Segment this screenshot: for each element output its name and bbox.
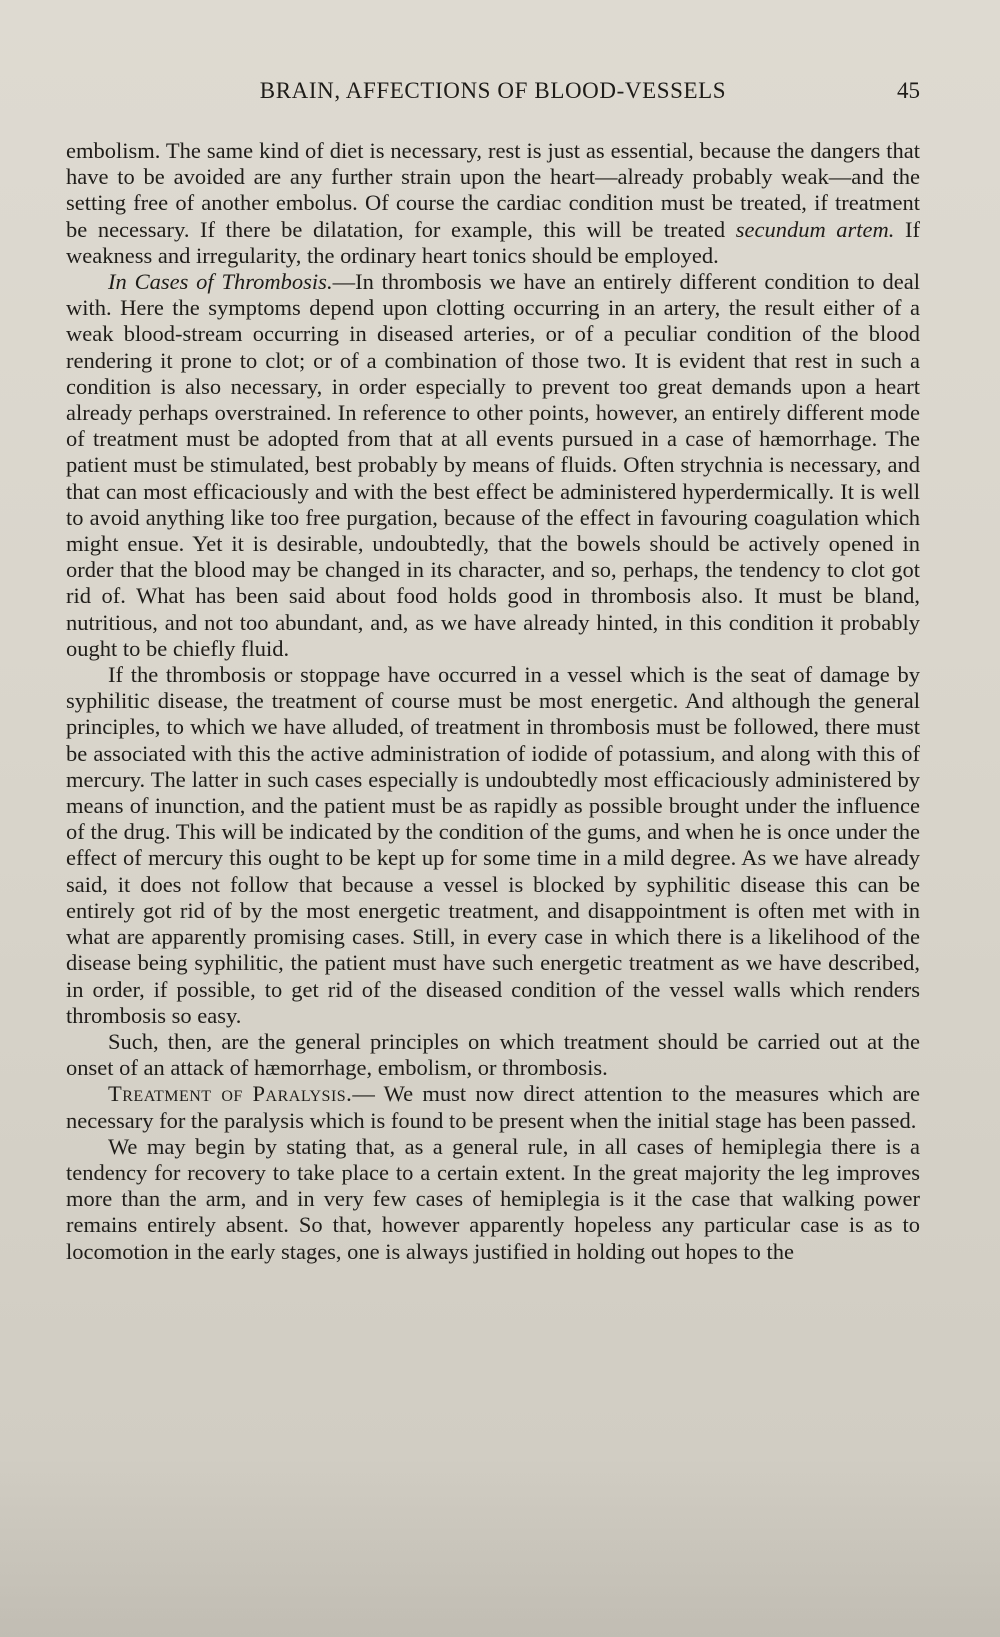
paragraph-text: If weakness and irregularity, the ordinary heart tonics should be employed. [66, 216, 920, 268]
running-head: BRAIN, AFFECTIONS OF BLOOD-VESSELS [259, 78, 727, 103]
page-shadow [0, 1457, 1000, 1637]
paragraph-syphilitic [66, 662, 920, 1029]
paragraph-embolism-continued [66, 138, 920, 269]
paragraph-paralysis [66, 1081, 920, 1133]
paragraph-summary [66, 1029, 920, 1081]
paragraph-thrombosis [66, 269, 920, 662]
section-heading-paralysis: Treatment of Paralysis. [108, 1081, 353, 1107]
paragraph-text: If the thrombosis or stoppage have occurred in a vessel which is the seat of damage by syphilitic disease, the treatment of course must be most energetic. And although the general principles, to which we have alluded, of treatment in thrombosis must be followed, there must be associated with this the active administration of iodide of potassium, and along with this of mercury. The latter in such cases especially is undoubtedly most efficaciously administered by means of inunction, and the patient must be as rapidly as possible brought under the influence of the drug. This will be indicated by the condition of the gums, and when he is once under the effect of mercury this ought to be kept up for some time in a mild degree. As we have already said, it does not follow that because a vessel is blocked by syphilitic disease this can be entirely got rid of by the most energetic treatment, and disappointment is often met with in what are apparently promising cases. Still, in every case in which there is a likelihood of the disease being syphilitic, the patient must have such energetic treatment as we have described, in order, if possible, to get rid of the diseased condition of the vessel walls which renders thrombosis so easy. [66, 662, 920, 1028]
section-heading-thrombosis: In Cases of Thrombosis. [108, 269, 333, 295]
paragraph-text: —In thrombosis we have an entirely different condition to deal with. Here the symptoms depend upon clotting occurring in an artery, the result either of a weak blood-stream occurring in diseased arteries, or of a peculiar condition of the blood rendering it prone to clot; or of a combination of those two. It is evident that rest in such a condition is also necessary, in order especially to prevent too great demands upon a heart already perhaps overstrained. In reference to other points, however, an entirely different mode of treatment must be adopted from that at all events pursued in a case of hæmorrhage. The patient must be stimulated, best probably by means of fluids. Often strychnia is necessary, and that can most efficaciously and with the best effect be administered hyperdermically. It is well to avoid anything like too free purgation, because of the effect in favouring coagulation which might ensue. Yet it is desirable, undoubtedly, that the bowels should be actively opened in order that the blood may be changed in its character, and so, perhaps, the tendency to clot got rid of. What has been said about food holds good in thrombosis also. It must be bland, nutritious, and not too abundant, and, as we have already hinted, in this condition it probably ought to be chiefly fluid. [66, 269, 920, 661]
body-text [66, 138, 920, 1265]
paragraph-hemiplegia [66, 1134, 920, 1265]
latin-phrase: secundum artem. [735, 216, 895, 242]
page-header [66, 78, 920, 114]
paragraph-text: embolism. The same kind of diet is necessary, rest is just as essential, because the dangers that have to be avoided are any further strain upon the heart—already probably weak—and the setting free of another embolus. Of course the cardiac condition must be treated, if treatment be necessary. If there be dilatation, for example, this will be treated [66, 138, 920, 242]
page-number: 45 [897, 78, 920, 103]
paragraph-text: We may begin by stating that, as a general rule, in all cases of hemiplegia there is a tendency for recovery to take place to a certain extent. In the great majority the leg improves more than the arm, and in very few cases of hemiplegia is it the case that walking power remains entirely absent. So that, however apparently hopeless any particular case is as to locomotion in the early stages, one is always justified in holding out hopes to the [66, 1133, 920, 1264]
paragraph-text: Such, then, are the general principles on which treatment should be carried out at the onset of an attack of hæmorrhage, embolism, or thrombosis. [66, 1028, 920, 1081]
paragraph-text: — We must now direct attention to the measures which are necessary for the paralysis which is found to be present when the initial stage has been passed. [66, 1081, 920, 1133]
